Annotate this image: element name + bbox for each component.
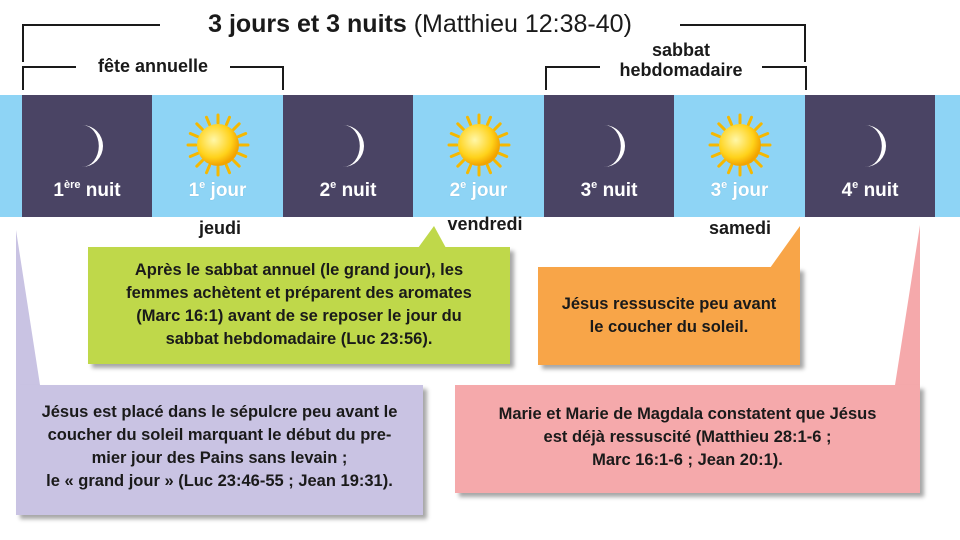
note-green-line: sabbat hebdomadaire (Luc 23:56). [165, 330, 433, 348]
day-saturday: samedi [708, 218, 772, 238]
note-pink-line: Marie et Marie de Magdala constatent que Jésus [498, 405, 877, 423]
title-reference: (Matthieu 12:38-40) [413, 10, 632, 38]
annual-feast-label: fête annuelle [76, 54, 230, 78]
ordinal-suffix: e [199, 179, 206, 191]
note-purple-line: mier jour des Pains sans levain ; [91, 449, 348, 467]
ordinal-number: 1 [53, 180, 64, 201]
period-word: nuit [85, 180, 121, 201]
weekly-sabbath-line2: hebdomadaire [619, 60, 743, 80]
ordinal-number: 3 [580, 180, 592, 201]
note-purple-line: le « grand jour » (Luc 23:46-55 ; Jean 19:31). [46, 472, 393, 490]
period-word: jour [210, 180, 247, 201]
period-word: nuit [341, 180, 377, 201]
note-orange-line: le coucher du soleil. [589, 318, 749, 336]
ordinal-suffix: e [330, 179, 337, 191]
note-green-line: Après le sabbat annuel (le grand jour), les [134, 261, 464, 279]
note-purple-line: coucher du soleil marquant le début du pre- [47, 426, 392, 444]
note-green-line: (Marc 16:1) avant de se reposer le jour du [136, 307, 462, 325]
note-green-line: femmes achètent et préparent des aromates [126, 284, 472, 302]
ordinal-suffix: e [852, 179, 859, 191]
ordinal-number: 3 [710, 180, 722, 201]
ordinal-suffix: ère [63, 179, 81, 191]
ordinal-number: 2 [319, 180, 331, 201]
note-pink-line: est déjà ressuscité (Matthieu 28:1-6 ; [543, 428, 832, 446]
weekly-sabbath-line1: sabbat [651, 40, 711, 60]
note-orange-line: Jésus ressuscite peu avant [561, 295, 777, 313]
ordinal-number: 4 [841, 180, 853, 201]
ordinal-number: 1 [188, 180, 200, 201]
period-word: jour [732, 180, 769, 201]
day-thursday: jeudi [198, 218, 241, 238]
ordinal-suffix: e [721, 179, 728, 191]
period-word: nuit [602, 180, 638, 201]
day-friday: vendredi [447, 214, 523, 234]
ordinal-suffix: e [591, 179, 598, 191]
ordinal-number: 2 [449, 180, 461, 201]
period-word: jour [471, 180, 508, 201]
ordinal-suffix: e [460, 179, 467, 191]
note-purple-line: Jésus est placé dans le sépulcre peu avant le [41, 403, 398, 421]
period-word: nuit [863, 180, 899, 201]
note-pink-line: Marc 16:1-6 ; Jean 20:1). [592, 451, 783, 469]
title-main: 3 jours et 3 nuits [208, 10, 407, 38]
